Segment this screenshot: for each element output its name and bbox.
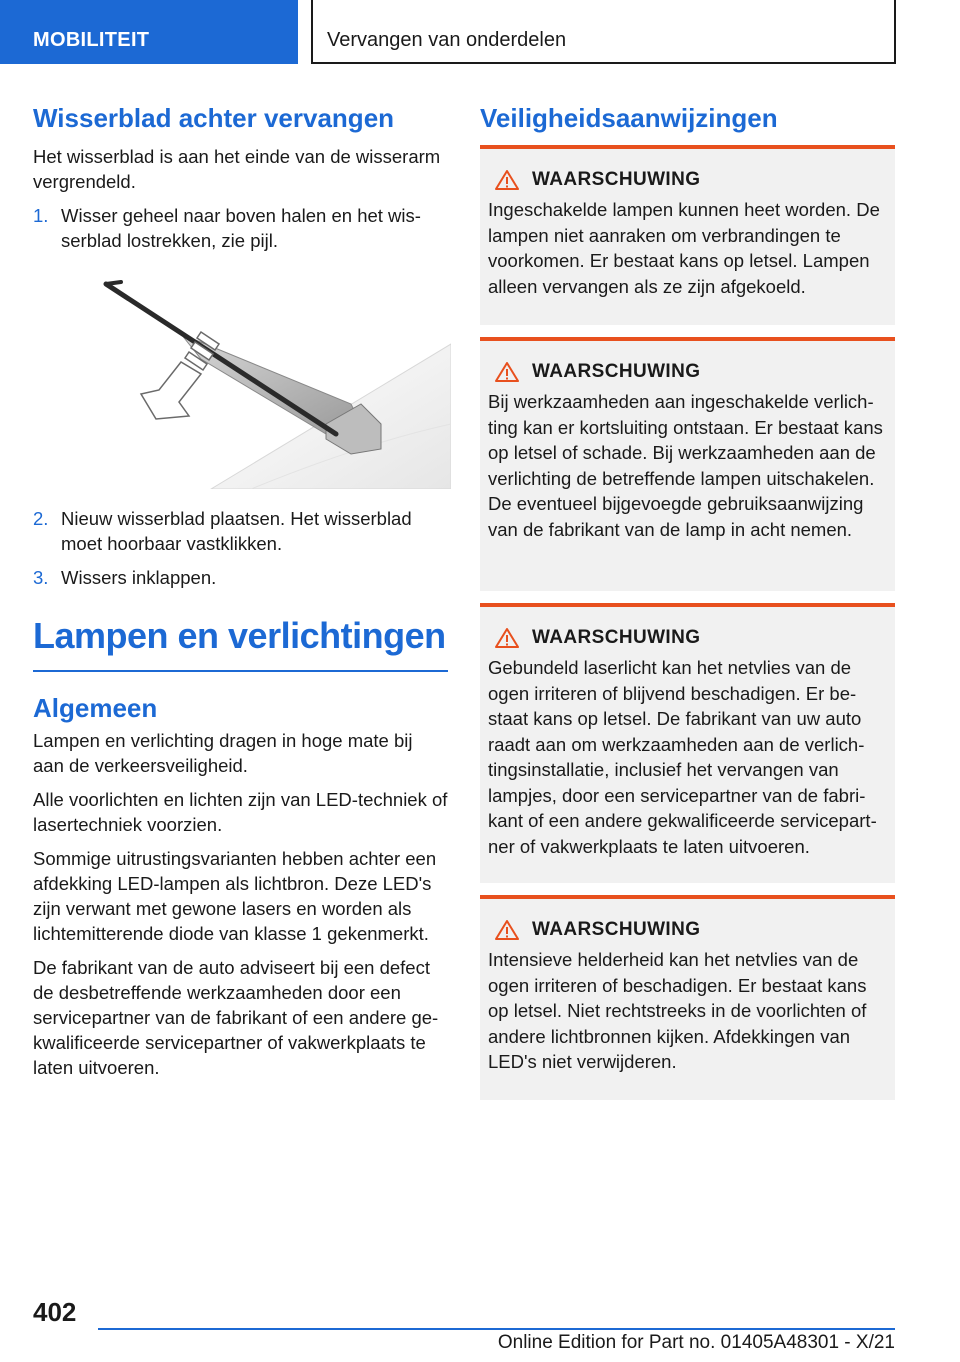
list-item [33, 203, 448, 253]
warning-triangle-icon [494, 627, 520, 649]
warning-header [488, 919, 887, 941]
warning-header [488, 169, 887, 191]
warning-text: Bij werkzaamheden aan ingeschakelde verlichting kan er kortsluiting ontstaan. Er bestaat kans op letsel of schade. Bij werkzaamheden aan de verlichting de betreffende lampen uitschakelen. De eventueel bijgevoegde gebruiksaanwijzing van de fabrikant van de lamp in acht nemen. [488, 391, 883, 540]
warning-triangle-icon [494, 919, 520, 941]
page-number: 402 [33, 1297, 77, 1327]
warning-header [488, 361, 887, 383]
step-text: Wissers inklappen. [61, 567, 217, 588]
warning-title: WAARSCHUWING [532, 919, 701, 940]
wiper-intro: Het wisserblad is aan het einde van de wisserarm vergrendeld. [33, 146, 441, 192]
breadcrumb: Vervangen van onderdelen [311, 0, 896, 64]
section-tab: MOBILITEIT [0, 0, 298, 64]
paragraph: Lampen en verlichting dragen in hoge mate bij aan de verkeersveiligheid. [33, 730, 413, 776]
warning-title: WAARSCHUWING [532, 627, 701, 648]
list-item [33, 565, 448, 590]
footer-rule [98, 1328, 895, 1330]
step-text: Nieuw wisserblad plaatsen. Het wisserblad moet hoorbaar vastklikken. [61, 508, 412, 554]
warning-title: WAARSCHUWING [532, 361, 701, 382]
warning-box [480, 337, 895, 591]
warning-text: Ingeschakelde lampen kunnen heet worden. De lampen niet aanraken om verbrandingen te voorkomen. Er bestaat kans op letsel. Lampen alleen vervangen als ze zijn afgekoeld. [488, 199, 880, 297]
paragraph: Alle voorlichten en lichten zijn van LED-techniek of lasertechniek voorzien. [33, 789, 448, 835]
warning-box [480, 145, 895, 325]
warning-triangle-icon [494, 361, 520, 383]
warning-triangle-icon [494, 169, 520, 191]
heading-rule [33, 670, 448, 672]
warning-box [480, 895, 895, 1100]
warning-header [488, 627, 887, 649]
warning-title: WAARSCHUWING [532, 169, 701, 190]
step-number: 3. [33, 567, 49, 588]
wiper-heading: Wisserblad achter vervangen [33, 103, 395, 133]
warning-box [480, 603, 895, 883]
list-item [33, 506, 448, 556]
step-text: Wisser geheel naar boven halen en het wisserblad lostrekken, zie pijl. [61, 205, 421, 251]
warning-text: Gebundeld laserlicht kan het netvlies van de ogen irriteren of blijvend beschadigen. Er bestaat kans op letsel. De fabrikant van uw auto raadt aan om werkzaamheden aan de verlichtingsinstallatie, inclusief het vervangen van lampjes, door een servicepartner van de fabrikant of een andere gekwalificeerde servicepartner of vakwerkplaats te laten uitvoeren. [488, 657, 877, 857]
right-column [480, 100, 895, 1072]
paragraph: De fabrikant van de auto adviseert bij een defect de desbetreffende werkzaamheden door een servicepartner van de fabrikant of een andere gekwalificeerde servicepartner of vakwerkplaats te laten uitvoeren. [33, 957, 439, 1078]
left-column [33, 100, 448, 1089]
safety-heading: Veiligheidsaanwijzingen [480, 103, 778, 133]
paragraph: Sommige uitrustingsvarianten hebben achter een afdekking LED-lampen als lichtbron. Deze LED's zijn verwant met gewone lasers en worden als lichtemitterende diode van klasse 1 gekenmerkt. [33, 848, 437, 944]
step-number: 2. [33, 508, 49, 529]
footer-edition: Online Edition for Part no. 01405A48301 - X/21 [497, 1332, 895, 1353]
warning-text: Intensieve helderheid kan het netvlies van de ogen irriteren of beschadigen. Er bestaat kans op letsel. Niet rechtstreeks in de voorlichten of andere lichtbronnen kijken. Afdekkingen van LED's niet verwijderen. [488, 949, 867, 1072]
step-number: 1. [33, 205, 49, 226]
general-heading: Algemeen [33, 693, 158, 723]
lamps-heading: Lampen en verlichtingen [33, 615, 446, 656]
wiper-illustration [61, 274, 451, 489]
